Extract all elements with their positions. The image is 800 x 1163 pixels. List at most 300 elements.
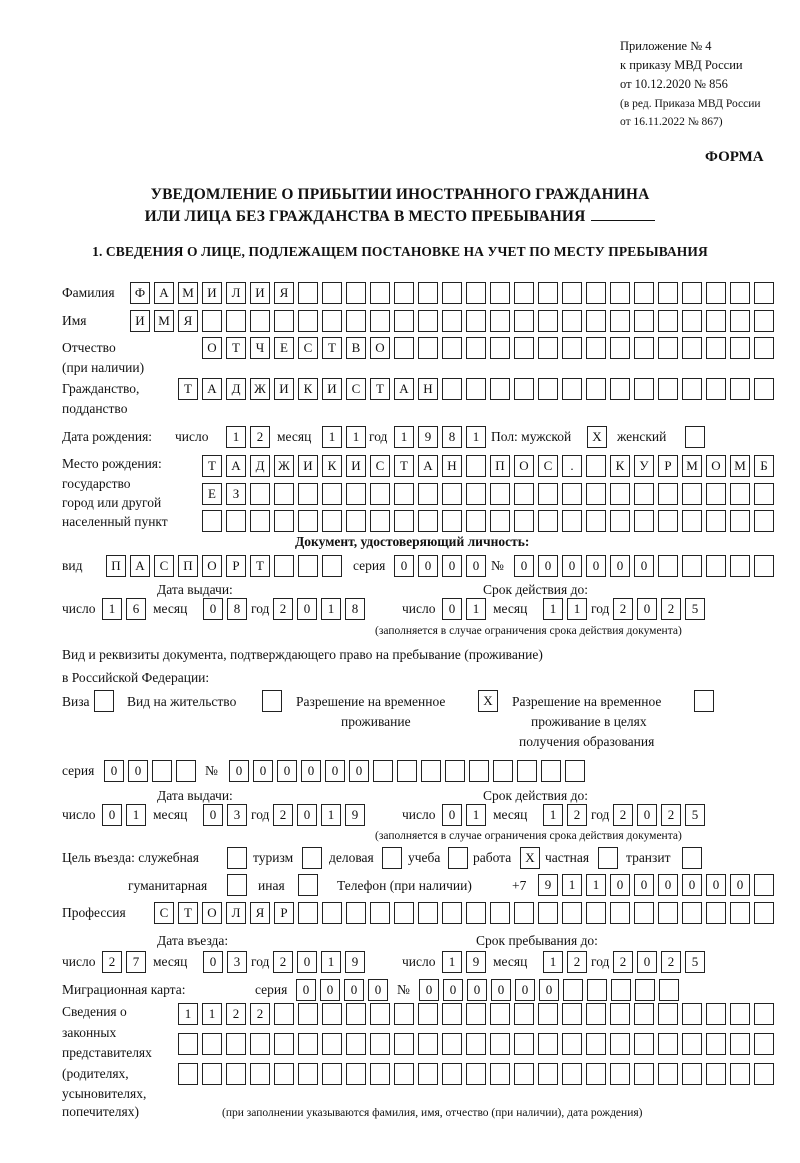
entry-date-year-cell[interactable]: 9 — [345, 951, 365, 973]
citizenship-cell[interactable]: Н — [418, 378, 438, 400]
doc-number-cell[interactable] — [754, 555, 774, 577]
representatives-line-2-cell[interactable] — [754, 1033, 774, 1055]
citizenship-cell[interactable]: А — [202, 378, 222, 400]
citizenship-cell[interactable] — [442, 378, 462, 400]
name-cell[interactable] — [442, 310, 462, 332]
profession-cell[interactable] — [658, 902, 678, 924]
birth-year-cell[interactable]: 9 — [418, 426, 438, 448]
representatives-line-3-cell[interactable] — [706, 1063, 726, 1085]
birthplace-line-3-cell[interactable] — [754, 510, 774, 532]
birthplace-line-1-cell[interactable]: К — [610, 455, 630, 477]
doc-number-cell[interactable] — [682, 555, 702, 577]
representatives-line-2-cell[interactable] — [634, 1033, 654, 1055]
patronymic-cell[interactable] — [490, 337, 510, 359]
patronymic-cell[interactable] — [418, 337, 438, 359]
surname-cell[interactable] — [370, 282, 390, 304]
doc-type-cell[interactable] — [298, 555, 318, 577]
name-cell[interactable] — [298, 310, 318, 332]
doc-type-cell[interactable]: П — [178, 555, 198, 577]
profession-cell[interactable] — [610, 902, 630, 924]
birthplace-line-1-cell[interactable]: Т — [394, 455, 414, 477]
representatives-line-2-cell[interactable] — [610, 1033, 630, 1055]
doc-valid-year-cell[interactable]: 0 — [637, 598, 657, 620]
birthplace-line-2-cell[interactable] — [418, 483, 438, 505]
entry-date-year-cell[interactable]: 0 — [297, 951, 317, 973]
representatives-line-1-cell[interactable] — [466, 1003, 486, 1025]
representatives-line-1-cell[interactable] — [394, 1003, 414, 1025]
profession-cell[interactable]: Р — [274, 902, 294, 924]
birthplace-line-2-cell[interactable] — [370, 483, 390, 505]
birthplace-line-1-cell[interactable]: О — [514, 455, 534, 477]
profession-cell[interactable] — [298, 902, 318, 924]
purpose-private-checkbox[interactable] — [598, 847, 618, 869]
profession-cell[interactable] — [634, 902, 654, 924]
doc-number-cell[interactable] — [658, 555, 678, 577]
doc-series-cell[interactable]: 0 — [394, 555, 414, 577]
name-cell[interactable] — [610, 310, 630, 332]
profession-cell[interactable] — [346, 902, 366, 924]
name-cell[interactable] — [346, 310, 366, 332]
birthplace-line-2-cell[interactable] — [586, 483, 606, 505]
permit-valid-month-cell[interactable]: 2 — [567, 804, 587, 826]
birthplace-line-1-cell[interactable]: К — [322, 455, 342, 477]
representatives-line-2-cell[interactable] — [274, 1033, 294, 1055]
representatives-line-1-cell[interactable] — [538, 1003, 558, 1025]
representatives-line-3-cell[interactable] — [226, 1063, 246, 1085]
permit-series-cell[interactable] — [152, 760, 172, 782]
doc-issue-month-cell[interactable]: 8 — [227, 598, 247, 620]
representatives-line-2-cell[interactable] — [682, 1033, 702, 1055]
migration-card-number-cell[interactable] — [659, 979, 679, 1001]
permit-series-cell[interactable]: 0 — [104, 760, 124, 782]
patronymic-cell[interactable] — [610, 337, 630, 359]
migration-card-number-cell[interactable]: 0 — [467, 979, 487, 1001]
representatives-line-1-cell[interactable] — [682, 1003, 702, 1025]
purpose-business-checkbox[interactable] — [382, 847, 402, 869]
birthplace-line-1-cell[interactable]: Р — [658, 455, 678, 477]
name-cell[interactable] — [682, 310, 702, 332]
birthplace-line-2-cell[interactable] — [466, 483, 486, 505]
migration-card-series-cell[interactable]: 0 — [296, 979, 316, 1001]
permit-issue-year-cell[interactable]: 1 — [321, 804, 341, 826]
name-cell[interactable]: М — [154, 310, 174, 332]
permit-valid-month-cell[interactable]: 1 — [543, 804, 563, 826]
temp-residence-checkbox[interactable]: X — [478, 690, 498, 712]
representatives-line-2-cell[interactable] — [202, 1033, 222, 1055]
name-cell[interactable] — [466, 310, 486, 332]
stay-until-year-cell[interactable]: 5 — [685, 951, 705, 973]
representatives-line-2-cell[interactable] — [298, 1033, 318, 1055]
birthplace-line-2-cell[interactable] — [274, 483, 294, 505]
doc-type-cell[interactable]: Т — [250, 555, 270, 577]
citizenship-cell[interactable] — [610, 378, 630, 400]
birth-year-cell[interactable]: 8 — [442, 426, 462, 448]
permit-number-cell[interactable] — [493, 760, 513, 782]
citizenship-cell[interactable]: С — [346, 378, 366, 400]
patronymic-cell[interactable]: Т — [322, 337, 342, 359]
permit-issue-year-cell[interactable]: 9 — [345, 804, 365, 826]
doc-number-cell[interactable]: 0 — [562, 555, 582, 577]
surname-cell[interactable] — [346, 282, 366, 304]
birthplace-line-1-cell[interactable]: А — [418, 455, 438, 477]
birthplace-line-2-cell[interactable] — [634, 483, 654, 505]
permit-series-cell[interactable] — [176, 760, 196, 782]
migration-card-number-cell[interactable]: 0 — [443, 979, 463, 1001]
birthplace-line-3-cell[interactable] — [466, 510, 486, 532]
stay-until-month-cell[interactable]: 1 — [543, 951, 563, 973]
birthplace-line-3-cell[interactable] — [298, 510, 318, 532]
permit-issue-year-cell[interactable]: 2 — [273, 804, 293, 826]
migration-card-number-cell[interactable] — [563, 979, 583, 1001]
representatives-line-3-cell[interactable] — [442, 1063, 462, 1085]
birthplace-line-2-cell[interactable]: З — [226, 483, 246, 505]
stay-until-year-cell[interactable]: 2 — [661, 951, 681, 973]
representatives-line-3-cell[interactable] — [562, 1063, 582, 1085]
doc-series-cell[interactable]: 0 — [418, 555, 438, 577]
patronymic-cell[interactable] — [538, 337, 558, 359]
birthplace-line-1-cell[interactable]: А — [226, 455, 246, 477]
surname-cell[interactable] — [682, 282, 702, 304]
birthplace-line-3-cell[interactable] — [682, 510, 702, 532]
birthplace-line-1-cell[interactable]: Ж — [274, 455, 294, 477]
doc-type-cell[interactable]: С — [154, 555, 174, 577]
birthplace-line-1-cell[interactable]: У — [634, 455, 654, 477]
doc-series-cell[interactable]: 0 — [442, 555, 462, 577]
citizenship-cell[interactable]: А — [394, 378, 414, 400]
patronymic-cell[interactable]: Е — [274, 337, 294, 359]
name-cell[interactable]: Я — [178, 310, 198, 332]
citizenship-cell[interactable] — [466, 378, 486, 400]
name-cell[interactable] — [514, 310, 534, 332]
profession-cell[interactable] — [442, 902, 462, 924]
patronymic-cell[interactable]: С — [298, 337, 318, 359]
residence-permit-checkbox[interactable] — [262, 690, 282, 712]
representatives-line-2-cell[interactable] — [490, 1033, 510, 1055]
representatives-line-2-cell[interactable] — [658, 1033, 678, 1055]
permit-series-cell[interactable]: 0 — [128, 760, 148, 782]
citizenship-cell[interactable] — [706, 378, 726, 400]
birthplace-line-1-cell[interactable]: И — [298, 455, 318, 477]
representatives-line-3-cell[interactable] — [274, 1063, 294, 1085]
representatives-line-3-cell[interactable] — [322, 1063, 342, 1085]
representatives-line-3-cell[interactable] — [586, 1063, 606, 1085]
doc-issue-year-cell[interactable]: 2 — [273, 598, 293, 620]
birthplace-line-3-cell[interactable] — [250, 510, 270, 532]
patronymic-cell[interactable] — [394, 337, 414, 359]
permit-number-cell[interactable]: 0 — [301, 760, 321, 782]
citizenship-cell[interactable]: Т — [178, 378, 198, 400]
representatives-line-3-cell[interactable] — [346, 1063, 366, 1085]
permit-valid-year-cell[interactable]: 0 — [637, 804, 657, 826]
representatives-line-3-cell[interactable] — [418, 1063, 438, 1085]
phone-cell[interactable]: 0 — [682, 874, 702, 896]
birthplace-line-1-cell[interactable]: . — [562, 455, 582, 477]
patronymic-cell[interactable] — [706, 337, 726, 359]
permit-valid-year-cell[interactable]: 2 — [661, 804, 681, 826]
doc-issue-day-cell[interactable]: 1 — [102, 598, 122, 620]
surname-cell[interactable]: М — [178, 282, 198, 304]
patronymic-cell[interactable] — [682, 337, 702, 359]
birthplace-line-3-cell[interactable] — [226, 510, 246, 532]
patronymic-cell[interactable] — [754, 337, 774, 359]
birthplace-line-3-cell[interactable] — [634, 510, 654, 532]
permit-number-cell[interactable] — [517, 760, 537, 782]
name-cell[interactable] — [226, 310, 246, 332]
phone-cell[interactable]: 0 — [634, 874, 654, 896]
representatives-line-3-cell[interactable] — [538, 1063, 558, 1085]
profession-cell[interactable]: С — [154, 902, 174, 924]
representatives-line-3-cell[interactable] — [178, 1063, 198, 1085]
representatives-line-1-cell[interactable] — [370, 1003, 390, 1025]
permit-valid-year-cell[interactable]: 5 — [685, 804, 705, 826]
permit-number-cell[interactable]: 0 — [229, 760, 249, 782]
birthplace-line-1-cell[interactable]: Т — [202, 455, 222, 477]
surname-cell[interactable] — [418, 282, 438, 304]
representatives-line-3-cell[interactable] — [490, 1063, 510, 1085]
representatives-line-1-cell[interactable] — [346, 1003, 366, 1025]
name-cell[interactable] — [586, 310, 606, 332]
profession-cell[interactable]: Я — [250, 902, 270, 924]
birthplace-line-1-cell[interactable]: И — [346, 455, 366, 477]
entry-date-year-cell[interactable]: 2 — [273, 951, 293, 973]
representatives-line-3-cell[interactable] — [394, 1063, 414, 1085]
surname-cell[interactable] — [514, 282, 534, 304]
permit-issue-year-cell[interactable]: 0 — [297, 804, 317, 826]
birthplace-line-2-cell[interactable] — [658, 483, 678, 505]
citizenship-cell[interactable]: Т — [370, 378, 390, 400]
birthplace-line-1-cell[interactable]: М — [682, 455, 702, 477]
permit-number-cell[interactable] — [397, 760, 417, 782]
representatives-line-3-cell[interactable] — [202, 1063, 222, 1085]
stay-until-month-cell[interactable]: 2 — [567, 951, 587, 973]
representatives-line-1-cell[interactable] — [442, 1003, 462, 1025]
representatives-line-1-cell[interactable] — [706, 1003, 726, 1025]
birthplace-line-3-cell[interactable] — [394, 510, 414, 532]
profession-cell[interactable] — [754, 902, 774, 924]
birthplace-line-3-cell[interactable] — [586, 510, 606, 532]
stay-until-day-cell[interactable]: 9 — [466, 951, 486, 973]
doc-type-cell[interactable]: П — [106, 555, 126, 577]
doc-number-cell[interactable] — [730, 555, 750, 577]
sex-female-checkbox[interactable] — [685, 426, 705, 448]
representatives-line-2-cell[interactable] — [178, 1033, 198, 1055]
surname-cell[interactable] — [322, 282, 342, 304]
birthplace-line-1-cell[interactable]: П — [490, 455, 510, 477]
birthplace-line-2-cell[interactable] — [610, 483, 630, 505]
representatives-line-1-cell[interactable] — [514, 1003, 534, 1025]
patronymic-cell[interactable] — [562, 337, 582, 359]
representatives-line-3-cell[interactable] — [658, 1063, 678, 1085]
permit-number-cell[interactable]: 0 — [349, 760, 369, 782]
entry-date-month-cell[interactable]: 3 — [227, 951, 247, 973]
doc-type-cell[interactable] — [322, 555, 342, 577]
migration-card-series-cell[interactable]: 0 — [320, 979, 340, 1001]
birthplace-line-1-cell[interactable]: С — [370, 455, 390, 477]
permit-valid-day-cell[interactable]: 1 — [466, 804, 486, 826]
patronymic-cell[interactable] — [466, 337, 486, 359]
permit-number-cell[interactable]: 0 — [253, 760, 273, 782]
permit-issue-day-cell[interactable]: 1 — [126, 804, 146, 826]
birthplace-line-3-cell[interactable] — [442, 510, 462, 532]
birthplace-line-2-cell[interactable] — [298, 483, 318, 505]
doc-type-cell[interactable]: Р — [226, 555, 246, 577]
representatives-line-1-cell[interactable] — [274, 1003, 294, 1025]
phone-cell[interactable]: 9 — [538, 874, 558, 896]
patronymic-cell[interactable] — [658, 337, 678, 359]
birthplace-line-2-cell[interactable] — [442, 483, 462, 505]
permit-number-cell[interactable]: 0 — [277, 760, 297, 782]
name-cell[interactable] — [730, 310, 750, 332]
profession-cell[interactable] — [466, 902, 486, 924]
surname-cell[interactable]: И — [250, 282, 270, 304]
patronymic-cell[interactable]: Ч — [250, 337, 270, 359]
birthplace-line-3-cell[interactable] — [346, 510, 366, 532]
doc-type-cell[interactable]: А — [130, 555, 150, 577]
profession-cell[interactable] — [514, 902, 534, 924]
birthplace-line-3-cell[interactable] — [706, 510, 726, 532]
name-cell[interactable] — [418, 310, 438, 332]
purpose-humanitarian-checkbox[interactable] — [227, 874, 247, 896]
patronymic-cell[interactable] — [634, 337, 654, 359]
name-cell[interactable] — [370, 310, 390, 332]
birthplace-line-1-cell[interactable] — [466, 455, 486, 477]
migration-card-number-cell[interactable]: 0 — [539, 979, 559, 1001]
representatives-line-3-cell[interactable] — [250, 1063, 270, 1085]
birthplace-line-2-cell[interactable] — [250, 483, 270, 505]
patronymic-cell[interactable]: Т — [226, 337, 246, 359]
representatives-line-2-cell[interactable] — [466, 1033, 486, 1055]
representatives-line-1-cell[interactable] — [610, 1003, 630, 1025]
birthplace-line-2-cell[interactable] — [322, 483, 342, 505]
migration-card-number-cell[interactable] — [635, 979, 655, 1001]
permit-number-cell[interactable] — [421, 760, 441, 782]
doc-series-cell[interactable]: 0 — [466, 555, 486, 577]
entry-date-year-cell[interactable]: 1 — [321, 951, 341, 973]
name-cell[interactable] — [658, 310, 678, 332]
representatives-line-2-cell[interactable] — [514, 1033, 534, 1055]
birthplace-line-3-cell[interactable] — [538, 510, 558, 532]
surname-cell[interactable] — [658, 282, 678, 304]
birthplace-line-1-cell[interactable]: О — [706, 455, 726, 477]
name-cell[interactable] — [202, 310, 222, 332]
surname-cell[interactable] — [634, 282, 654, 304]
profession-cell[interactable] — [538, 902, 558, 924]
surname-cell[interactable]: Ф — [130, 282, 150, 304]
entry-date-month-cell[interactable]: 0 — [203, 951, 223, 973]
doc-number-cell[interactable]: 0 — [634, 555, 654, 577]
patronymic-cell[interactable]: О — [370, 337, 390, 359]
surname-cell[interactable] — [610, 282, 630, 304]
representatives-line-3-cell[interactable] — [370, 1063, 390, 1085]
phone-cell[interactable] — [754, 874, 774, 896]
birthplace-line-2-cell[interactable] — [706, 483, 726, 505]
doc-number-cell[interactable]: 0 — [586, 555, 606, 577]
permit-number-cell[interactable] — [469, 760, 489, 782]
surname-cell[interactable] — [298, 282, 318, 304]
permit-issue-day-cell[interactable]: 0 — [102, 804, 122, 826]
birthplace-line-3-cell[interactable] — [730, 510, 750, 532]
surname-cell[interactable]: Л — [226, 282, 246, 304]
patronymic-cell[interactable]: О — [202, 337, 222, 359]
doc-valid-day-cell[interactable]: 0 — [442, 598, 462, 620]
birthplace-line-3-cell[interactable] — [562, 510, 582, 532]
representatives-line-3-cell[interactable] — [610, 1063, 630, 1085]
birthplace-line-3-cell[interactable] — [490, 510, 510, 532]
representatives-line-1-cell[interactable]: 1 — [202, 1003, 222, 1025]
migration-card-number-cell[interactable]: 0 — [491, 979, 511, 1001]
representatives-line-2-cell[interactable] — [370, 1033, 390, 1055]
representatives-line-1-cell[interactable]: 2 — [250, 1003, 270, 1025]
doc-valid-year-cell[interactable]: 2 — [613, 598, 633, 620]
representatives-line-1-cell[interactable] — [298, 1003, 318, 1025]
surname-cell[interactable] — [490, 282, 510, 304]
surname-cell[interactable] — [562, 282, 582, 304]
citizenship-cell[interactable] — [514, 378, 534, 400]
doc-issue-year-cell[interactable]: 1 — [321, 598, 341, 620]
citizenship-cell[interactable] — [682, 378, 702, 400]
birthplace-line-1-cell[interactable]: М — [730, 455, 750, 477]
phone-cell[interactable]: 1 — [562, 874, 582, 896]
birth-month-cell[interactable]: 1 — [322, 426, 342, 448]
purpose-work-checkbox[interactable]: X — [520, 847, 540, 869]
profession-cell[interactable] — [322, 902, 342, 924]
migration-card-number-cell[interactable]: 0 — [515, 979, 535, 1001]
doc-valid-month-cell[interactable]: 1 — [567, 598, 587, 620]
birthplace-line-3-cell[interactable] — [274, 510, 294, 532]
representatives-line-2-cell[interactable] — [346, 1033, 366, 1055]
citizenship-cell[interactable]: Ж — [250, 378, 270, 400]
representatives-line-1-cell[interactable] — [754, 1003, 774, 1025]
birthplace-line-1-cell[interactable]: Б — [754, 455, 774, 477]
representatives-line-2-cell[interactable] — [730, 1033, 750, 1055]
patronymic-cell[interactable] — [442, 337, 462, 359]
permit-issue-month-cell[interactable]: 0 — [203, 804, 223, 826]
surname-cell[interactable] — [538, 282, 558, 304]
birthplace-line-2-cell[interactable] — [346, 483, 366, 505]
permit-number-cell[interactable] — [445, 760, 465, 782]
doc-number-cell[interactable]: 0 — [610, 555, 630, 577]
profession-cell[interactable] — [394, 902, 414, 924]
profession-cell[interactable] — [562, 902, 582, 924]
birthplace-line-3-cell[interactable] — [658, 510, 678, 532]
profession-cell[interactable] — [490, 902, 510, 924]
patronymic-cell[interactable] — [730, 337, 750, 359]
birthplace-line-2-cell[interactable] — [730, 483, 750, 505]
stay-until-year-cell[interactable]: 0 — [637, 951, 657, 973]
representatives-line-3-cell[interactable] — [682, 1063, 702, 1085]
stay-until-year-cell[interactable]: 2 — [613, 951, 633, 973]
representatives-line-2-cell[interactable] — [418, 1033, 438, 1055]
patronymic-cell[interactable] — [586, 337, 606, 359]
temp-residence-edu-checkbox[interactable] — [694, 690, 714, 712]
representatives-line-2-cell[interactable] — [226, 1033, 246, 1055]
migration-card-number-cell[interactable] — [587, 979, 607, 1001]
permit-valid-year-cell[interactable]: 2 — [613, 804, 633, 826]
surname-cell[interactable] — [586, 282, 606, 304]
representatives-line-3-cell[interactable] — [634, 1063, 654, 1085]
representatives-line-2-cell[interactable] — [322, 1033, 342, 1055]
representatives-line-1-cell[interactable] — [322, 1003, 342, 1025]
representatives-line-3-cell[interactable] — [730, 1063, 750, 1085]
doc-issue-year-cell[interactable]: 8 — [345, 598, 365, 620]
birthplace-line-2-cell[interactable] — [754, 483, 774, 505]
surname-cell[interactable] — [394, 282, 414, 304]
birthplace-line-2-cell[interactable] — [562, 483, 582, 505]
surname-cell[interactable] — [706, 282, 726, 304]
representatives-line-2-cell[interactable] — [250, 1033, 270, 1055]
sex-male-checkbox[interactable]: X — [587, 426, 607, 448]
representatives-line-1-cell[interactable]: 1 — [178, 1003, 198, 1025]
